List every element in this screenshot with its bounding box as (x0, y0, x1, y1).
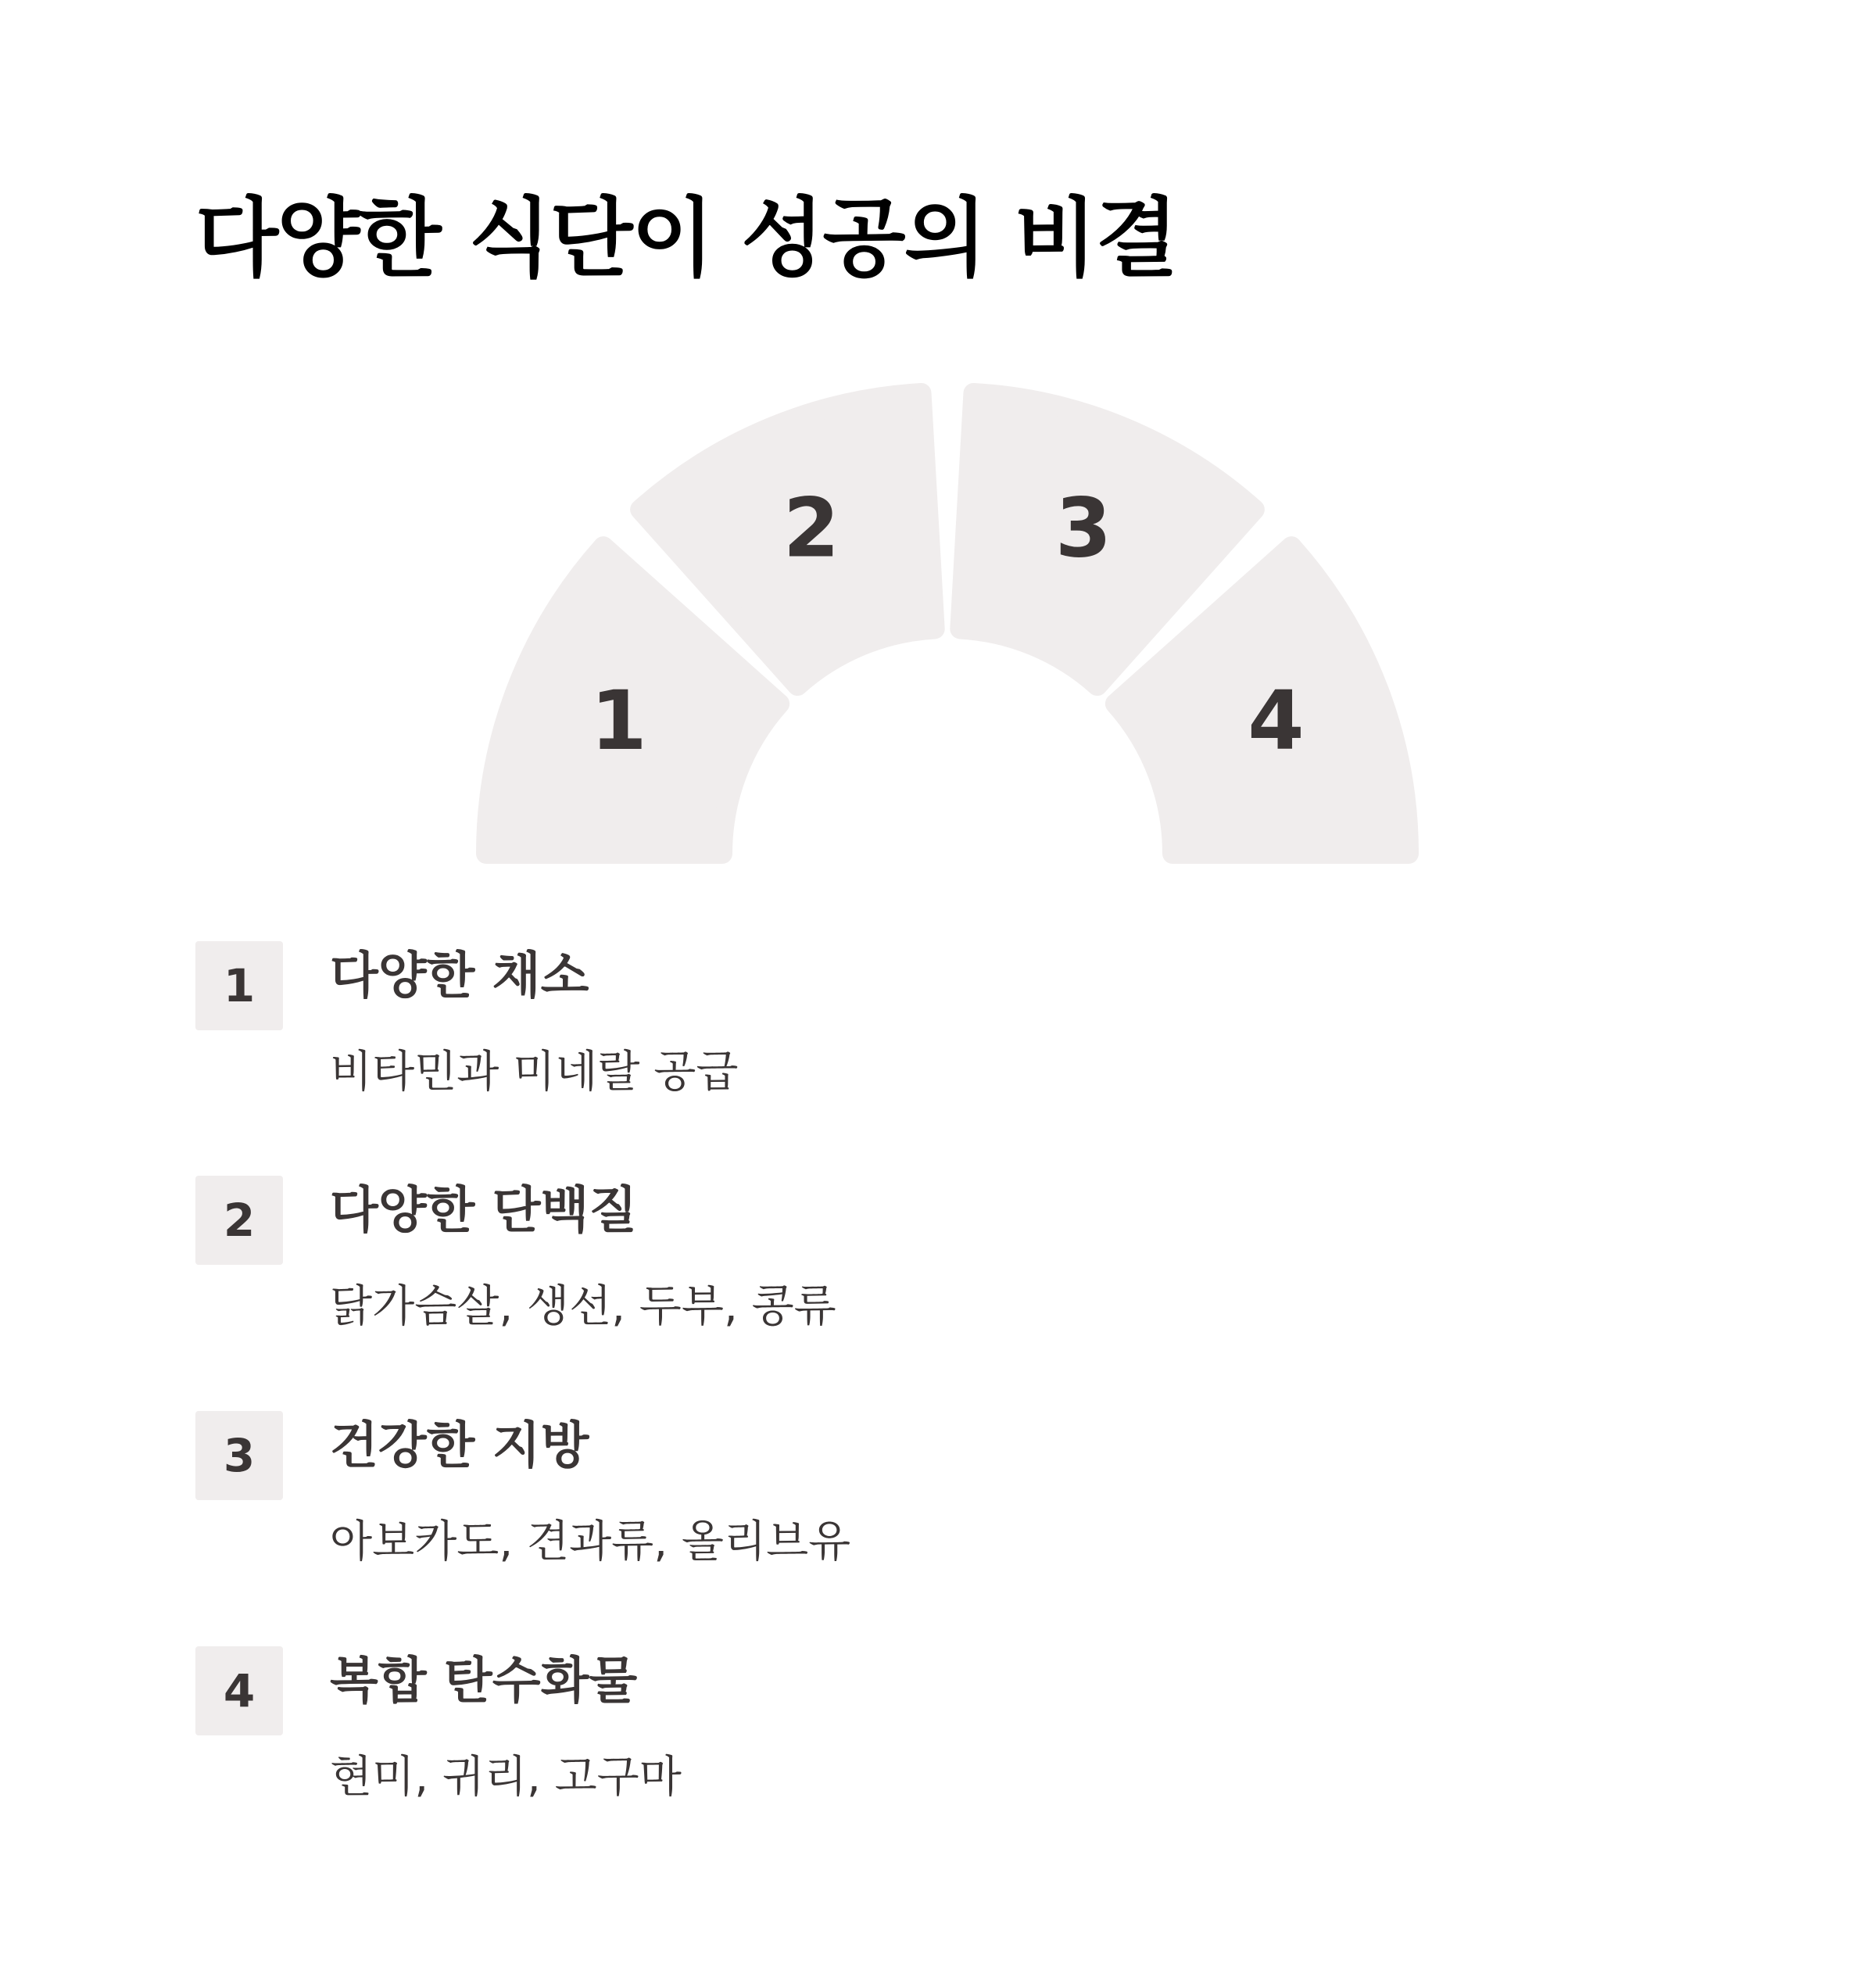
item-title: 다양한 단백질 (330, 1182, 638, 1240)
item-description: 현미, 귀리, 고구마 (330, 1752, 682, 1803)
arc-segment-number-3: 3 (1054, 480, 1112, 576)
item-number-badge: 2 (195, 1176, 283, 1265)
list-item-1 (195, 941, 1681, 1160)
arc-segment-number-2: 2 (782, 480, 840, 576)
item-description: 아보카도, 견과류, 올리브유 (330, 1517, 851, 1567)
item-description: 닭가슴살, 생선, 두부, 콩류 (330, 1281, 836, 1332)
arc-segment-number-1: 1 (590, 672, 647, 768)
item-number-badge: 1 (195, 941, 283, 1030)
item-title: 복합 탄수화물 (330, 1653, 638, 1710)
item-number-badge: 4 (195, 1646, 283, 1735)
page-title: 다양한 식단이 성공의 비결 (195, 188, 1177, 288)
semicircle-segment-diagram (0, 0, 1876, 876)
item-description: 비타민과 미네랄 공급 (330, 1047, 739, 1098)
arc-segment-number-4: 4 (1248, 672, 1305, 768)
list-item-4 (195, 1646, 1681, 1865)
list-item-2 (195, 1176, 1681, 1395)
item-title: 건강한 지방 (330, 1417, 589, 1475)
item-title: 다양한 채소 (330, 947, 589, 1005)
item-number-badge: 3 (195, 1411, 283, 1500)
list-item-3 (195, 1411, 1681, 1630)
